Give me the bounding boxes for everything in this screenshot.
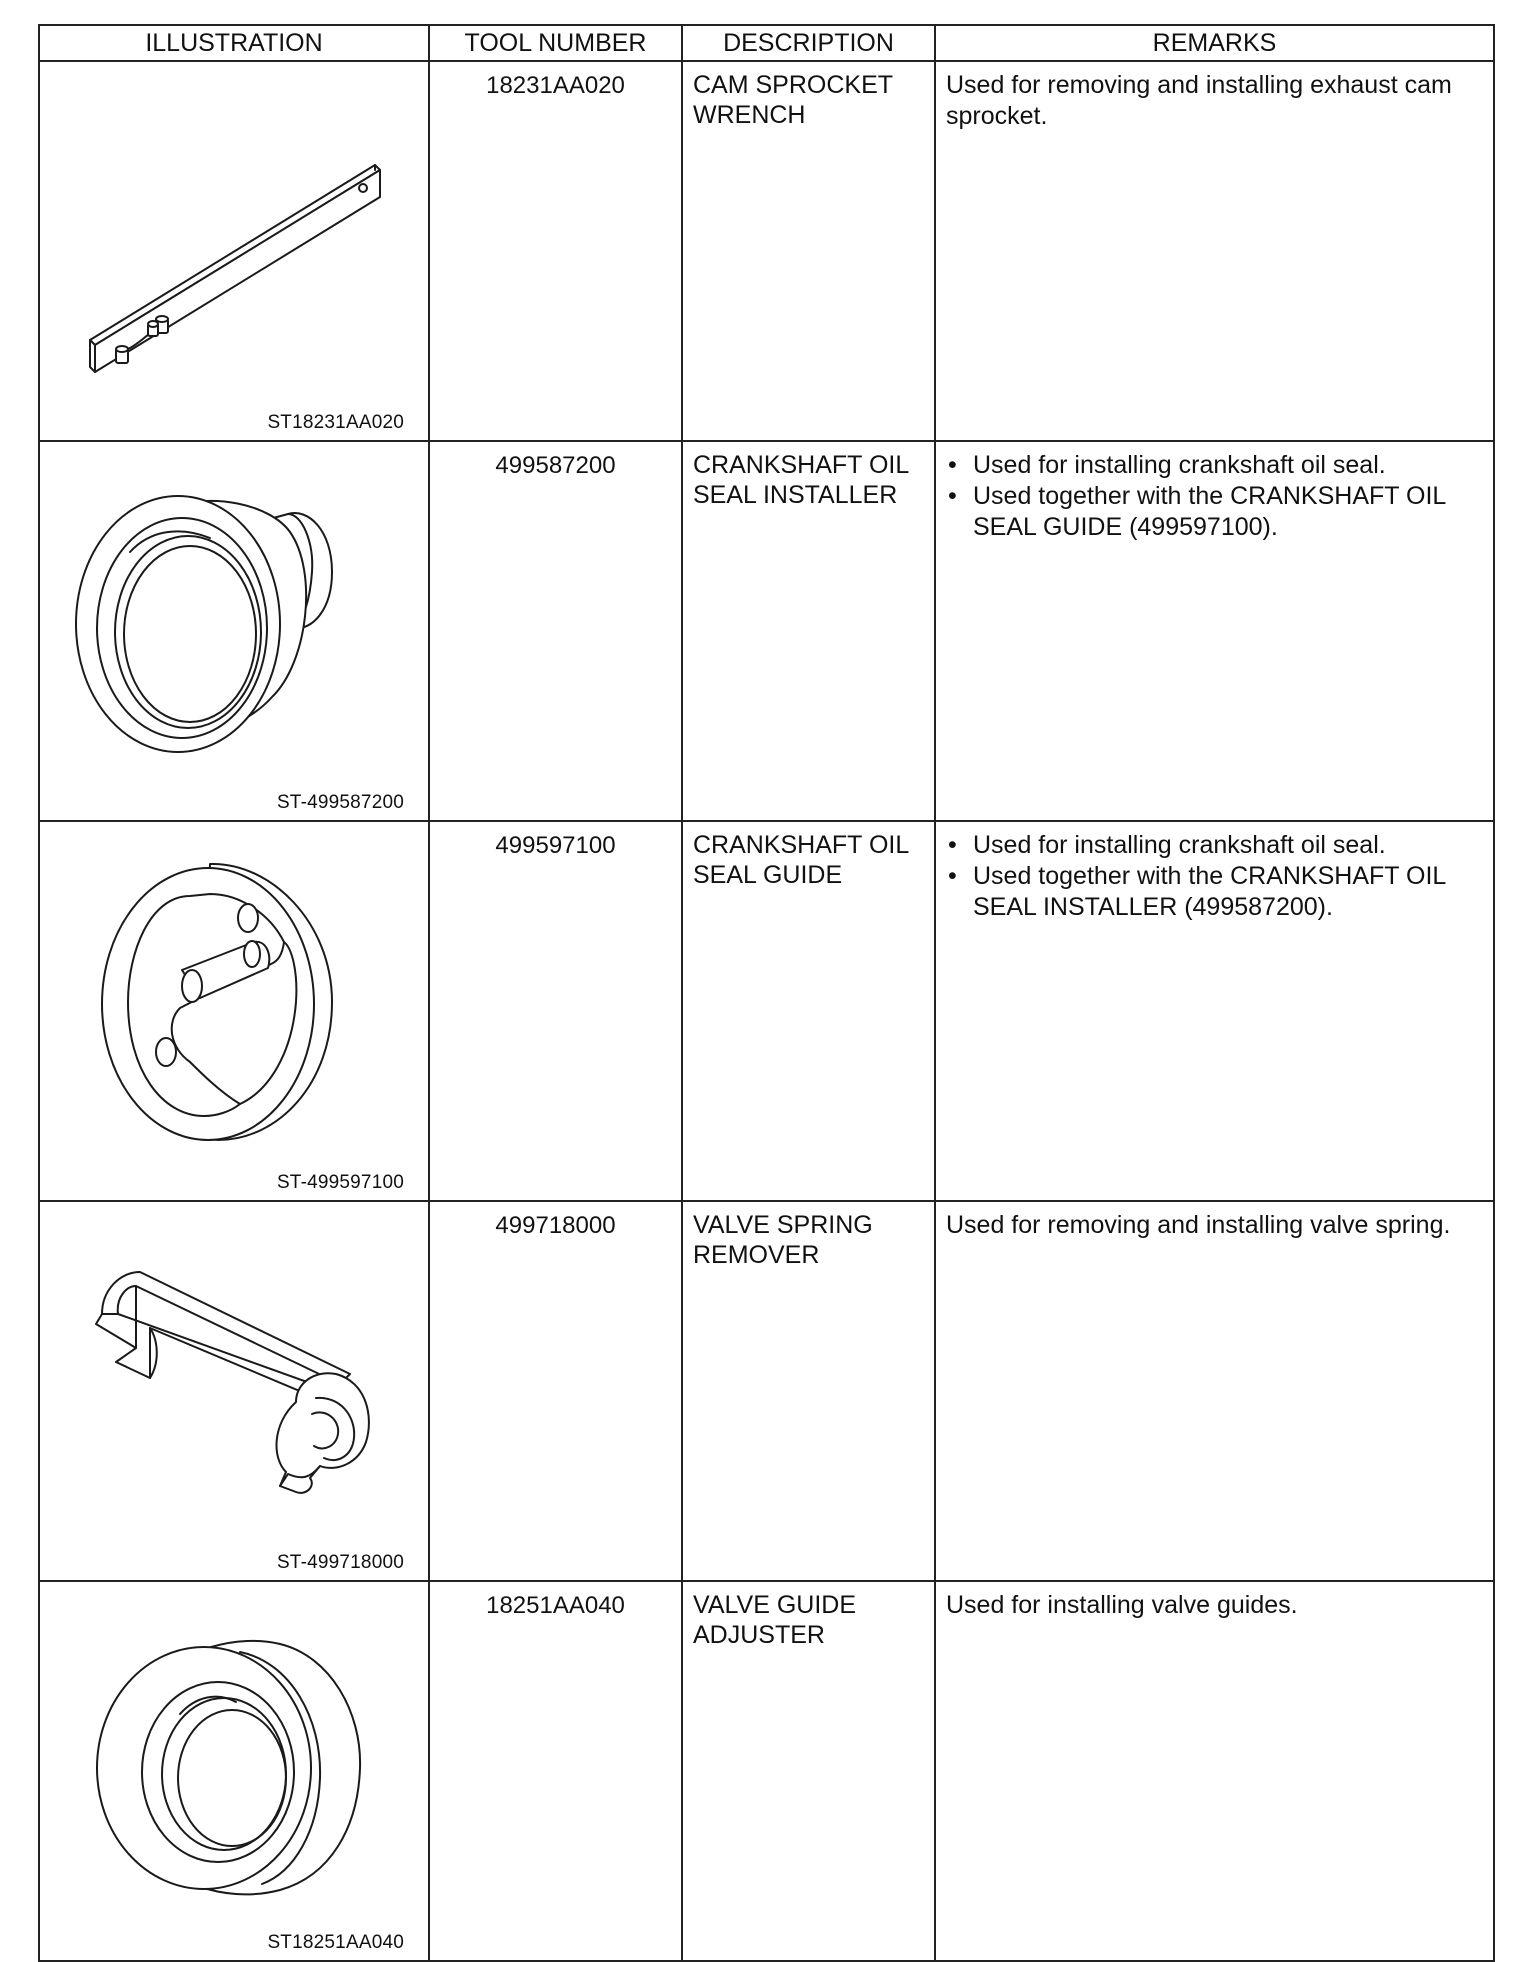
table-row	[39, 1201, 1494, 1581]
special-tools-table	[38, 24, 1495, 1962]
remark-bullet: • Used for installing crankshaft oil seal.	[946, 450, 1483, 481]
remark-text: Used for removing and installing valve spring.	[946, 1211, 1451, 1239]
remark-bullet: • Used for installing crankshaft oil seal.	[946, 830, 1483, 861]
crankshaft-oil-seal-guide-drawing	[40, 822, 430, 1190]
header-remarks: REMARKS	[935, 25, 1494, 61]
remark-text: Used for installing valve guides.	[946, 1591, 1298, 1619]
remark-bullet: • Used together with the CRANKSHAFT OIL SEAL INSTALLER (499587200).	[946, 861, 1483, 923]
header-description: DESCRIPTION	[682, 25, 935, 61]
tool-remarks	[935, 441, 1494, 821]
tool-number: 499597100	[429, 821, 682, 1201]
tool-number: 499718000	[429, 1201, 682, 1581]
illustration-code: ST-499597100	[276, 1172, 404, 1193]
tool-remarks	[935, 61, 1494, 441]
tool-description: VALVE GUIDE ADJUSTER	[682, 1581, 935, 1961]
tool-remarks	[935, 1581, 1494, 1961]
table-row	[39, 61, 1494, 441]
tool-remarks	[935, 821, 1494, 1201]
illustration-cell	[39, 441, 429, 821]
tool-description: CRANKSHAFT OIL SEAL INSTALLER	[682, 441, 935, 821]
tool-number: 18251AA040	[429, 1581, 682, 1961]
remark-bullet: • Used together with the CRANKSHAFT OIL SEAL GUIDE (499597100).	[946, 481, 1483, 543]
header-tool-number: TOOL NUMBER	[429, 25, 682, 61]
tool-description: VALVE SPRING REMOVER	[682, 1201, 935, 1581]
illustration-cell	[39, 1201, 429, 1581]
valve-guide-adjuster-drawing	[40, 1582, 430, 1950]
tool-description: CAM SPROCKET WRENCH	[682, 61, 935, 441]
illustration-code: ST-499718000	[276, 1552, 404, 1573]
illustration-cell	[39, 821, 429, 1201]
tool-description: CRANKSHAFT OIL SEAL GUIDE	[682, 821, 935, 1201]
illustration-cell	[39, 1581, 429, 1961]
header-illustration: ILLUSTRATION	[39, 25, 429, 61]
illustration-cell	[39, 61, 429, 441]
tool-number: 18231AA020	[429, 61, 682, 441]
valve-spring-remover-drawing	[40, 1202, 430, 1570]
illustration-code: ST18251AA040	[267, 1932, 404, 1953]
illustration-code: ST18231AA020	[267, 412, 404, 433]
table-row	[39, 441, 1494, 821]
crankshaft-oil-seal-installer-drawing	[40, 442, 430, 810]
table-row	[39, 821, 1494, 1201]
illustration-code: ST-499587200	[276, 792, 404, 813]
tool-number: 499587200	[429, 441, 682, 821]
table-header-row	[39, 25, 1494, 61]
table-row	[39, 1581, 1494, 1961]
tool-remarks	[935, 1201, 1494, 1581]
remark-text: Used for removing and installing exhaust cam sprocket.	[946, 71, 1452, 130]
cam-sprocket-wrench-drawing	[40, 62, 430, 430]
